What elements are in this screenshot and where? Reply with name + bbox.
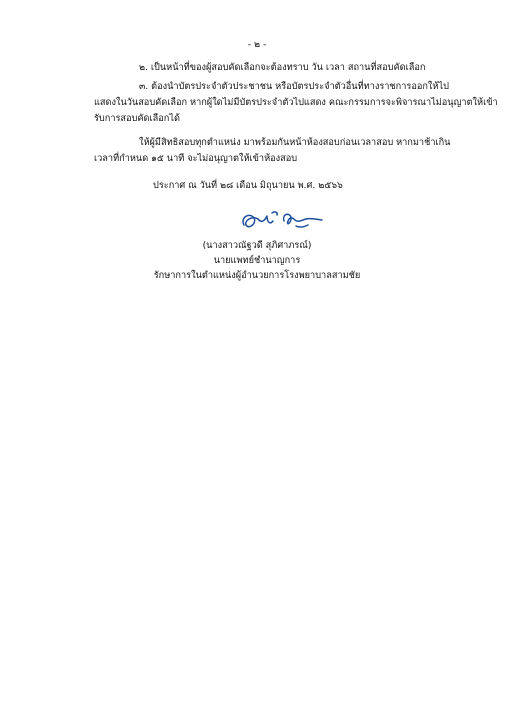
signatory-acting-title: รักษาการในตำแหน่งผู้อำนวยการโรงพยาบาลสามชัย: [153, 270, 361, 281]
item-3-line-3: รับการสอบคัดเลือกได้: [94, 113, 180, 124]
page-number: - ๒ -: [247, 39, 267, 50]
item-2-text: ๒. เป็นหน้าที่ของผู้สอบคัดเลือกจะต้องทราบ วัน เวลา สถานที่สอบคัดเลือก: [139, 62, 426, 73]
signatory-name: (นางสาวณัฐวดี สุภิศาภรณ์): [202, 240, 312, 251]
item-3-line-1: ๓. ต้องนำบัตรประจำตัวประชาชน หรือบัตรประจำตัวอื่นที่ทางราชการออกให้ไป: [139, 81, 449, 92]
notice-line-1: ให้ผู้มีสิทธิสอบทุกตำแหน่ง มาพร้อมกันหน้าห้องสอบก่อนเวลาสอบ หากมาช้าเกิน: [139, 137, 451, 148]
notice-line-2: เวลาที่กำหนด ๑๕ นาที จะไม่อนุญาตให้เข้าห้องสอบ: [94, 153, 298, 164]
item-3-line-2: แสดงในวันสอบคัดเลือก หากผู้ใดไม่มีบัตรประจำตัวไปแสดง คณะกรรมการจะพิจารณาไม่อนุญาตให้เข้า: [94, 97, 498, 108]
signatory-position: นายแพทย์ชำนาญการ: [213, 255, 301, 266]
announcement-date: ประกาศ ณ วันที่ ๒๘ เดือน มิถุนายน พ.ศ. ๒๕๖๖: [153, 180, 343, 191]
signature-image: [236, 206, 332, 236]
